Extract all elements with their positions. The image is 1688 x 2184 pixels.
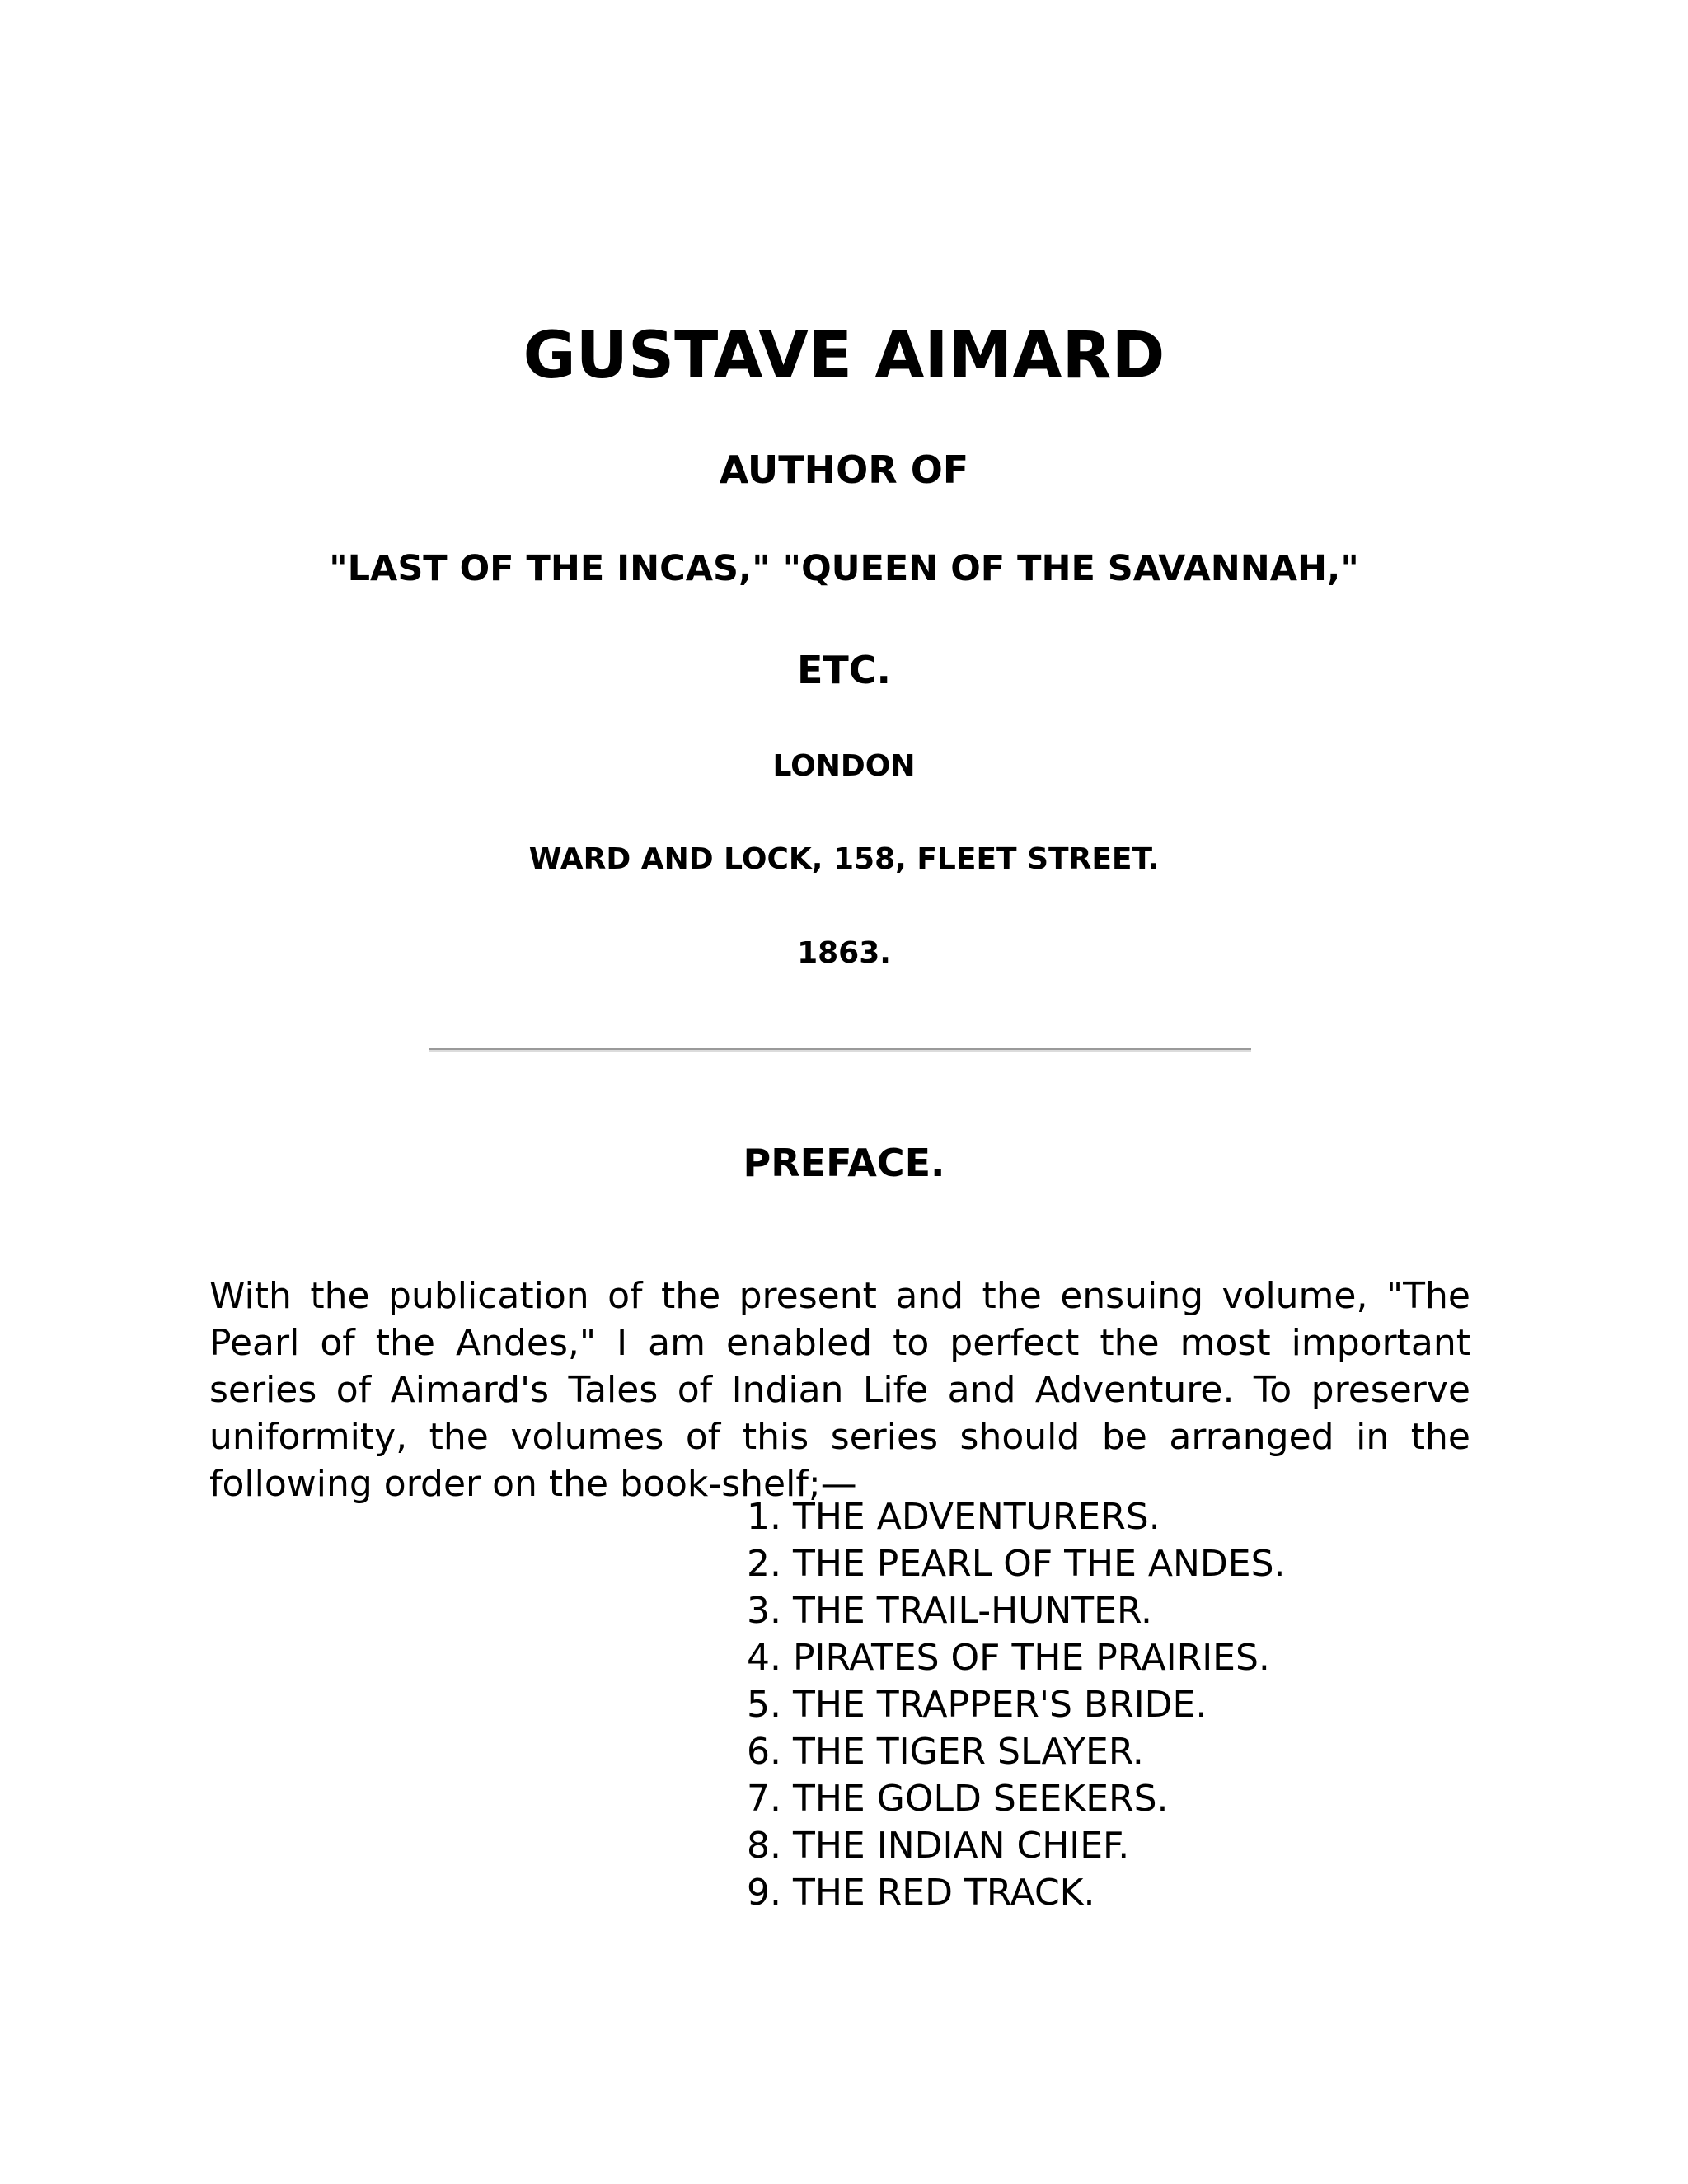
list-item: 6. THE TIGER SLAYER. [747, 1731, 1144, 1773]
preface-paragraph: With the publication of the present and the ensuing volume, "The Pearl of the Andes," I am enabled to perfect the most important series of Aimard's Tales of Indian Life and Adventure. To preserve uniformity, the volumes of this series should be arranged in the following order on the book-shelf;— [209, 1275, 1470, 1505]
etc-line: ETC. [796, 648, 892, 692]
list-item: 4. PIRATES OF THE PRAIRIES. [747, 1637, 1270, 1679]
publication-year: 1863. [797, 936, 891, 970]
list-item: 7. THE GOLD SEEKERS. [747, 1778, 1169, 1820]
list-item: 1. THE ADVENTURERS. [747, 1496, 1160, 1538]
list-item: 3. THE TRAIL-HUNTER. [747, 1590, 1152, 1632]
list-item: 8. THE INDIAN CHIEF. [747, 1825, 1130, 1867]
list-item: 9. THE RED TRACK. [747, 1872, 1095, 1914]
preface-heading: PREFACE. [743, 1141, 945, 1185]
list-item: 2. THE PEARL OF THE ANDES. [747, 1543, 1286, 1585]
series-list [747, 1493, 1286, 1916]
author-of-line: AUTHOR OF [719, 448, 969, 492]
author-heading: GUSTAVE AIMARD [523, 319, 1165, 393]
works-line: "LAST OF THE INCAS," "QUEEN OF THE SAVANNAH," [329, 548, 1359, 589]
list-item: 5. THE TRAPPER'S BRIDE. [747, 1684, 1207, 1726]
publication-city: LONDON [772, 749, 916, 783]
publisher-line: WARD AND LOCK, 158, FLEET STREET. [528, 842, 1160, 876]
horizontal-divider [429, 1048, 1251, 1052]
